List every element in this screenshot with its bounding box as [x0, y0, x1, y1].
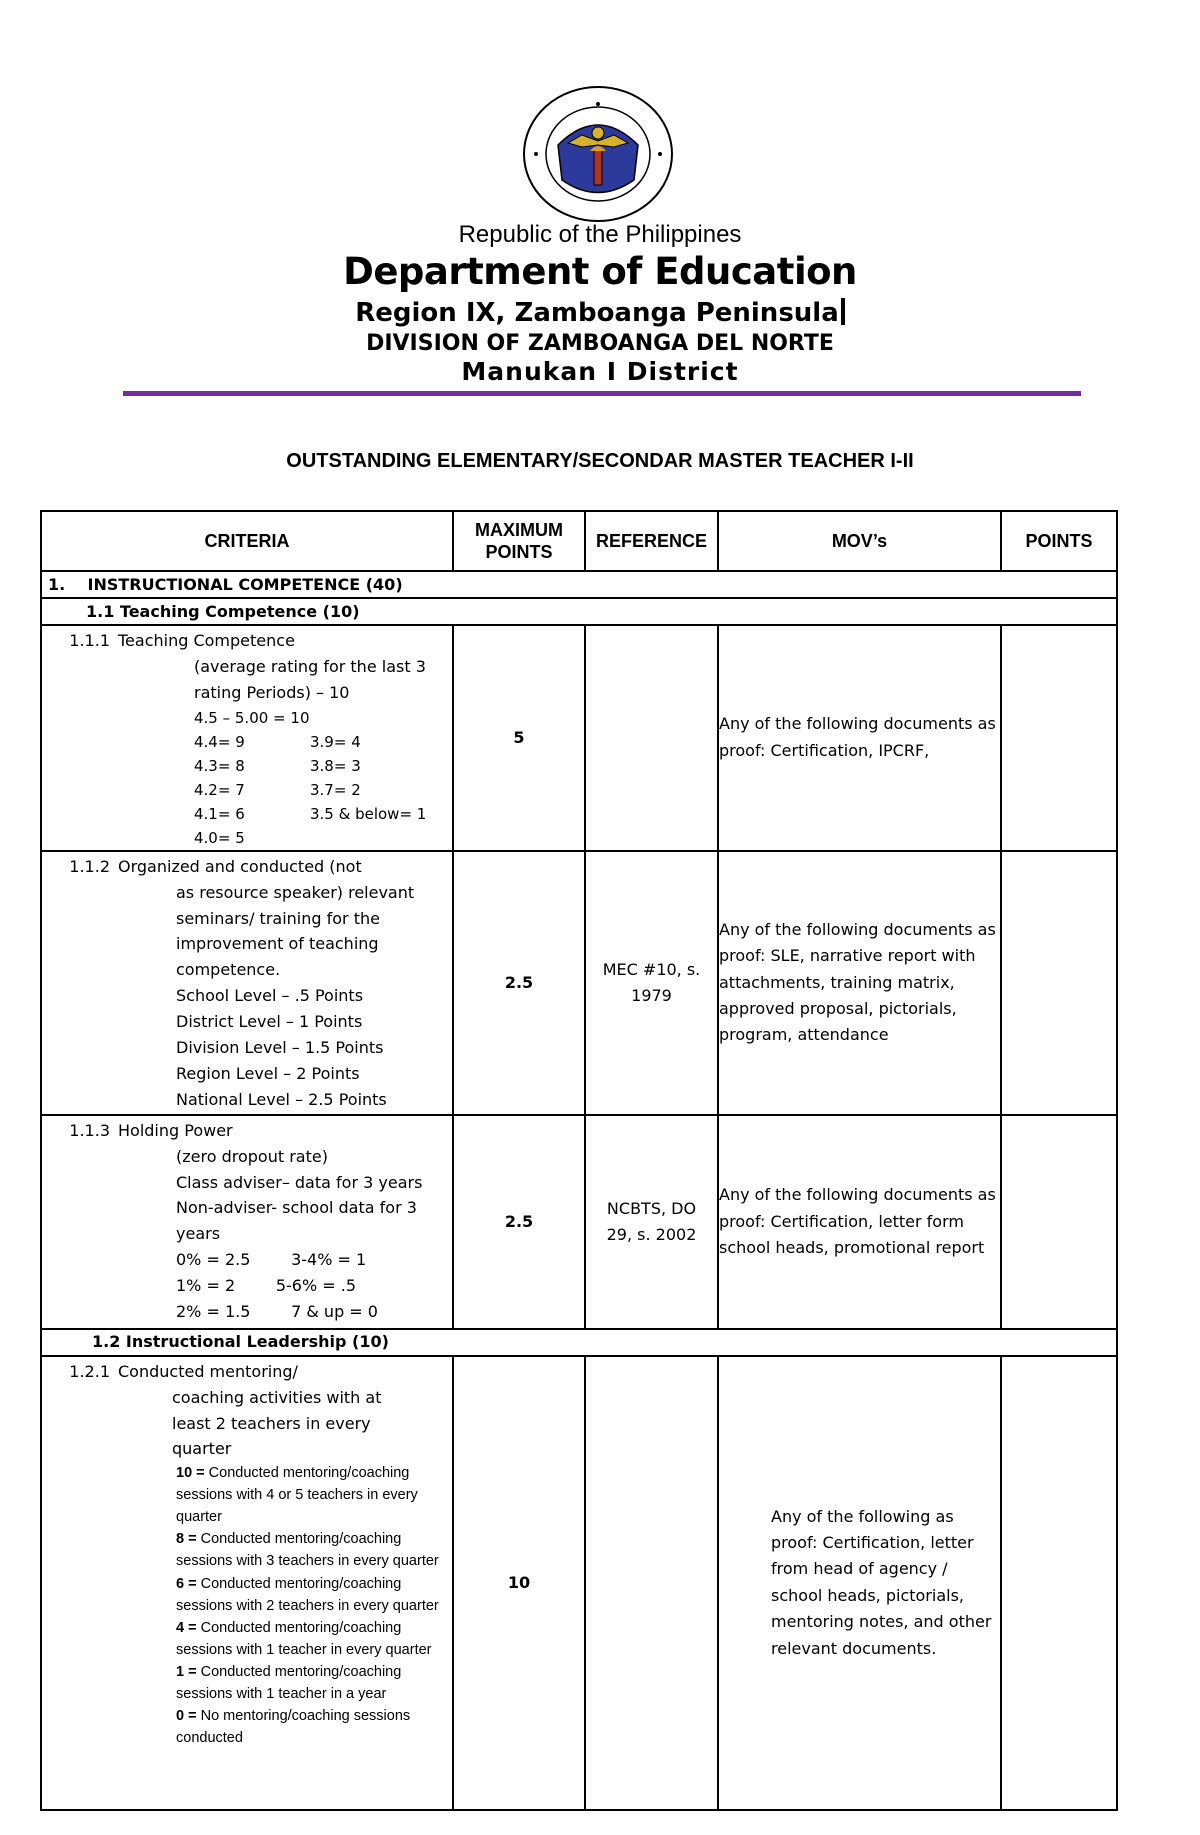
header-criteria: CRITERIA [41, 511, 453, 571]
item-number: 1.2.1 [69, 1361, 110, 1381]
reference-cell [585, 625, 718, 851]
scale-points: 4 = [176, 1619, 197, 1636]
item-number: 1.1.1 [69, 631, 110, 650]
scale-points: 1 = [176, 1663, 197, 1680]
item-line: (zero dropout rate) [176, 1146, 328, 1166]
item-line: quarter [172, 1439, 232, 1459]
department-name: Department of Education [343, 250, 857, 293]
table-row [41, 851, 1117, 1115]
scale-points: 0 = [176, 1707, 197, 1724]
scale-value: 3.8= 3 [310, 756, 361, 775]
item-title-line: (average rating for the last 3 [194, 656, 426, 676]
document-title: OUTSTANDING ELEMENTARY/SECONDAR MASTER TEACHER I-II [286, 450, 914, 472]
mov-cell: Any of the following as proof: Certification, letter from head of agency / school heads, pictorials, mentoring notes, and other relevant documents. [718, 1356, 1001, 1810]
scale-points: 10 = [176, 1465, 205, 1482]
reference-cell: MEC #10, s. 1979 [585, 851, 718, 1115]
item-line: District Level – 1 Points [176, 1012, 363, 1032]
criteria-cell [41, 851, 453, 1115]
item-line: 2% = 1.5 7 & up = 0 [176, 1302, 378, 1322]
item-line: 1% = 2 5-6% = .5 [176, 1276, 357, 1296]
region-line [0, 298, 1200, 328]
text-cursor [841, 298, 845, 325]
mov-cell: Any of the following documents as proof: Certification, letter form school heads, promotional report [718, 1115, 1001, 1329]
header-movs: MOV’s [718, 511, 1001, 571]
district-line: Manukan I District [461, 357, 739, 386]
scale-value: 3.9= 4 [310, 732, 361, 751]
reference-cell: NCBTS, DO 29, s. 2002 [585, 1115, 718, 1329]
republic-line: Republic of the Philippines [458, 221, 742, 248]
scale-points: 6 = [176, 1575, 197, 1592]
criteria-cell [41, 625, 453, 851]
item-title-line: rating Periods) – 10 [194, 682, 350, 702]
item-line: Conducted mentoring/ [118, 1361, 298, 1381]
mov-cell: Any of the following documents as proof: Certification, IPCRF, [718, 625, 1001, 851]
scale-entry [176, 1528, 446, 1572]
criteria-cell [41, 1356, 453, 1810]
points-cell[interactable] [1001, 851, 1117, 1115]
item-number: 1.1.3 [69, 1120, 110, 1140]
item-title-line: Teaching Competence [118, 631, 295, 650]
table-header-row [41, 511, 1117, 571]
points-cell[interactable] [1001, 625, 1117, 851]
scale-entry [176, 1462, 446, 1528]
division-line: DIVISION OF ZAMBOANGA DEL NORTE [366, 331, 834, 356]
points-cell[interactable] [1001, 1356, 1117, 1810]
item-line: Region Level – 2 Points [176, 1063, 360, 1083]
scale-text: Conducted mentoring/coaching sessions with 1 teacher in a year [176, 1663, 402, 1702]
scale-text: Conducted mentoring/coaching sessions with 3 teachers in every quarter [176, 1531, 439, 1570]
header-points: POINTS [1001, 511, 1117, 571]
header-maximum-points: MAXIMUM POINTS [453, 511, 585, 571]
subsection-row [41, 598, 1117, 625]
scale-text: No mentoring/coaching sessions conducted [176, 1707, 411, 1746]
scale-value: 4.1= 6 [194, 804, 245, 823]
table-row [41, 625, 1117, 851]
item-line: Division Level – 1.5 Points [176, 1038, 384, 1058]
scale-text: Conducted mentoring/coaching sessions with 2 teachers in every quarter [176, 1575, 439, 1614]
item-line: improvement of teaching [176, 934, 379, 954]
reference-cell [585, 1356, 718, 1810]
region-text: Region IX, Zamboanga Peninsula [355, 298, 839, 328]
scale-value: 4.3= 8 [194, 756, 245, 775]
scale-points: 8 = [176, 1531, 197, 1548]
deped-seal-icon [522, 85, 674, 223]
table-row [41, 1115, 1117, 1329]
header-reference: REFERENCE [585, 511, 718, 571]
item-line: 0% = 2.5 3-4% = 1 [176, 1250, 367, 1270]
item-line: seminars/ training for the [176, 908, 380, 928]
scale-entry [176, 1661, 446, 1705]
mov-cell: Any of the following documents as proof: SLE, narrative report with attachments, training matrix, approved proposal, pictorials, program, attendance [718, 851, 1001, 1115]
scale-value: 4.0= 5 [194, 828, 245, 847]
item-line: National Level – 2.5 Points [176, 1089, 387, 1109]
item-line: coaching activities with at [172, 1387, 382, 1407]
item-line: competence. [176, 960, 281, 980]
item-line: least 2 teachers in every [172, 1413, 371, 1433]
points-cell[interactable] [1001, 1115, 1117, 1329]
criteria-table [40, 510, 1118, 1811]
max-points-cell: 5 [453, 625, 585, 851]
max-points-cell: 2.5 [453, 1115, 585, 1329]
scale-entry [176, 1573, 446, 1617]
header-divider [123, 391, 1081, 396]
section-title: 1. INSTRUCTIONAL COMPETENCE (40) [48, 574, 403, 594]
item-line: years [176, 1224, 221, 1244]
scale-line: 4.5 – 5.00 = 10 [194, 708, 310, 727]
item-line: Non-adviser- school data for 3 [176, 1198, 417, 1218]
scale-value: 4.2= 7 [194, 780, 245, 799]
item-line: Class adviser– data for 3 years [176, 1172, 423, 1192]
item-line: as resource speaker) relevant [176, 882, 415, 902]
item-line: Holding Power [118, 1120, 233, 1140]
table-row [41, 1356, 1117, 1810]
scale-entry [176, 1705, 446, 1749]
item-line: Organized and conducted (not [118, 856, 362, 876]
max-points-cell: 10 [453, 1356, 585, 1810]
subsection-title: 1.1 Teaching Competence (10) [86, 601, 360, 621]
item-line: School Level – .5 Points [176, 986, 364, 1006]
scale-value: 3.5 & below= 1 [310, 804, 427, 823]
scale-text: Conducted mentoring/coaching sessions with 4 or 5 teachers in every quarter [176, 1465, 418, 1526]
scale-value: 4.4= 9 [194, 732, 245, 751]
section-row [41, 571, 1117, 598]
criteria-cell [41, 1115, 453, 1329]
scale-entry [176, 1617, 446, 1661]
max-points-cell: 2.5 [453, 851, 585, 1115]
subsection-row [41, 1329, 1117, 1356]
scale-value: 3.7= 2 [310, 780, 361, 799]
subsection-title: 1.2 Instructional Leadership (10) [92, 1332, 389, 1352]
scale-text: Conducted mentoring/coaching sessions with 1 teacher in every quarter [176, 1619, 432, 1658]
item-number: 1.1.2 [69, 856, 110, 876]
